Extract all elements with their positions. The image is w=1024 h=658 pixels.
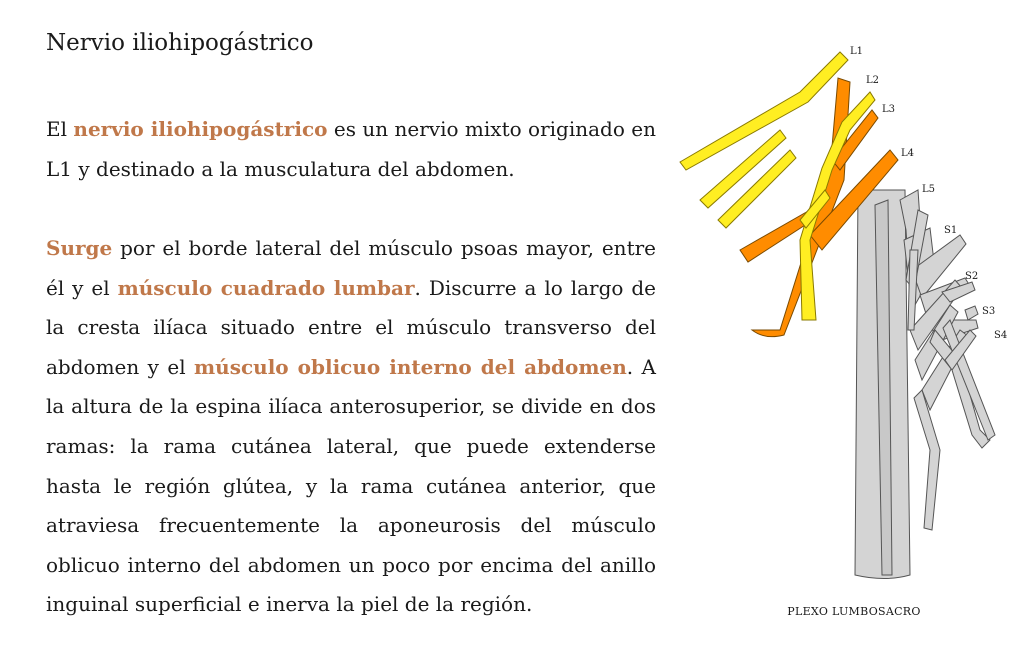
label-l5: L5 [922, 184, 936, 195]
lumbosacral-plexus-figure [660, 30, 1024, 630]
page-title: Nervio iliohipogástrico [46, 30, 314, 56]
paragraph-text: es un nervio mixto originado en L1 y destinado a la musculatura del abdomen. [46, 117, 657, 181]
highlighted-term: músculo cuadrado lumbar [117, 275, 415, 300]
label-s2: S2 [965, 271, 979, 282]
paragraph-text: . Discurre a lo largo de la cresta ilíaca situado entre el músculo transverso del abdomen y el [46, 275, 657, 379]
highlighted-term: Surge [46, 236, 113, 260]
highlighted-term: músculo oblicuo interno del abdomen [194, 354, 627, 379]
figure-caption: PLEXO LUMBOSACRO [787, 605, 921, 618]
label-l1: L1 [850, 46, 864, 57]
paragraph-text: por el borde lateral del músculo psoas mayor, entre él y el [46, 236, 656, 300]
label-s1: S1 [944, 225, 958, 236]
label-l3: L3 [882, 104, 896, 115]
paragraph-text: . A la altura de la espina ilíaca anterosuperior, se divide en dos ramas: la rama cutánea lateral, que puede extenderse hasta le región glútea, y la rama cutánea anterior, que atraviesa frecuentemente la aponeurosis del músculo oblicuo interno del abdomen un poco por encima del anillo inguinal superficial e inerva la piel de la región. [46, 354, 656, 617]
label-l4: L4 [901, 148, 915, 159]
label-s3: S3 [982, 306, 996, 317]
plexus-illustration [660, 30, 1024, 630]
paragraph-description [46, 229, 656, 625]
label-l2: L2 [866, 75, 880, 86]
gray-nerves [855, 190, 995, 579]
paragraph-text: El [46, 117, 74, 141]
highlighted-term: nervio iliohipogástrico [73, 117, 328, 141]
label-s4: S4 [994, 330, 1008, 341]
paragraph-intro [46, 110, 656, 189]
